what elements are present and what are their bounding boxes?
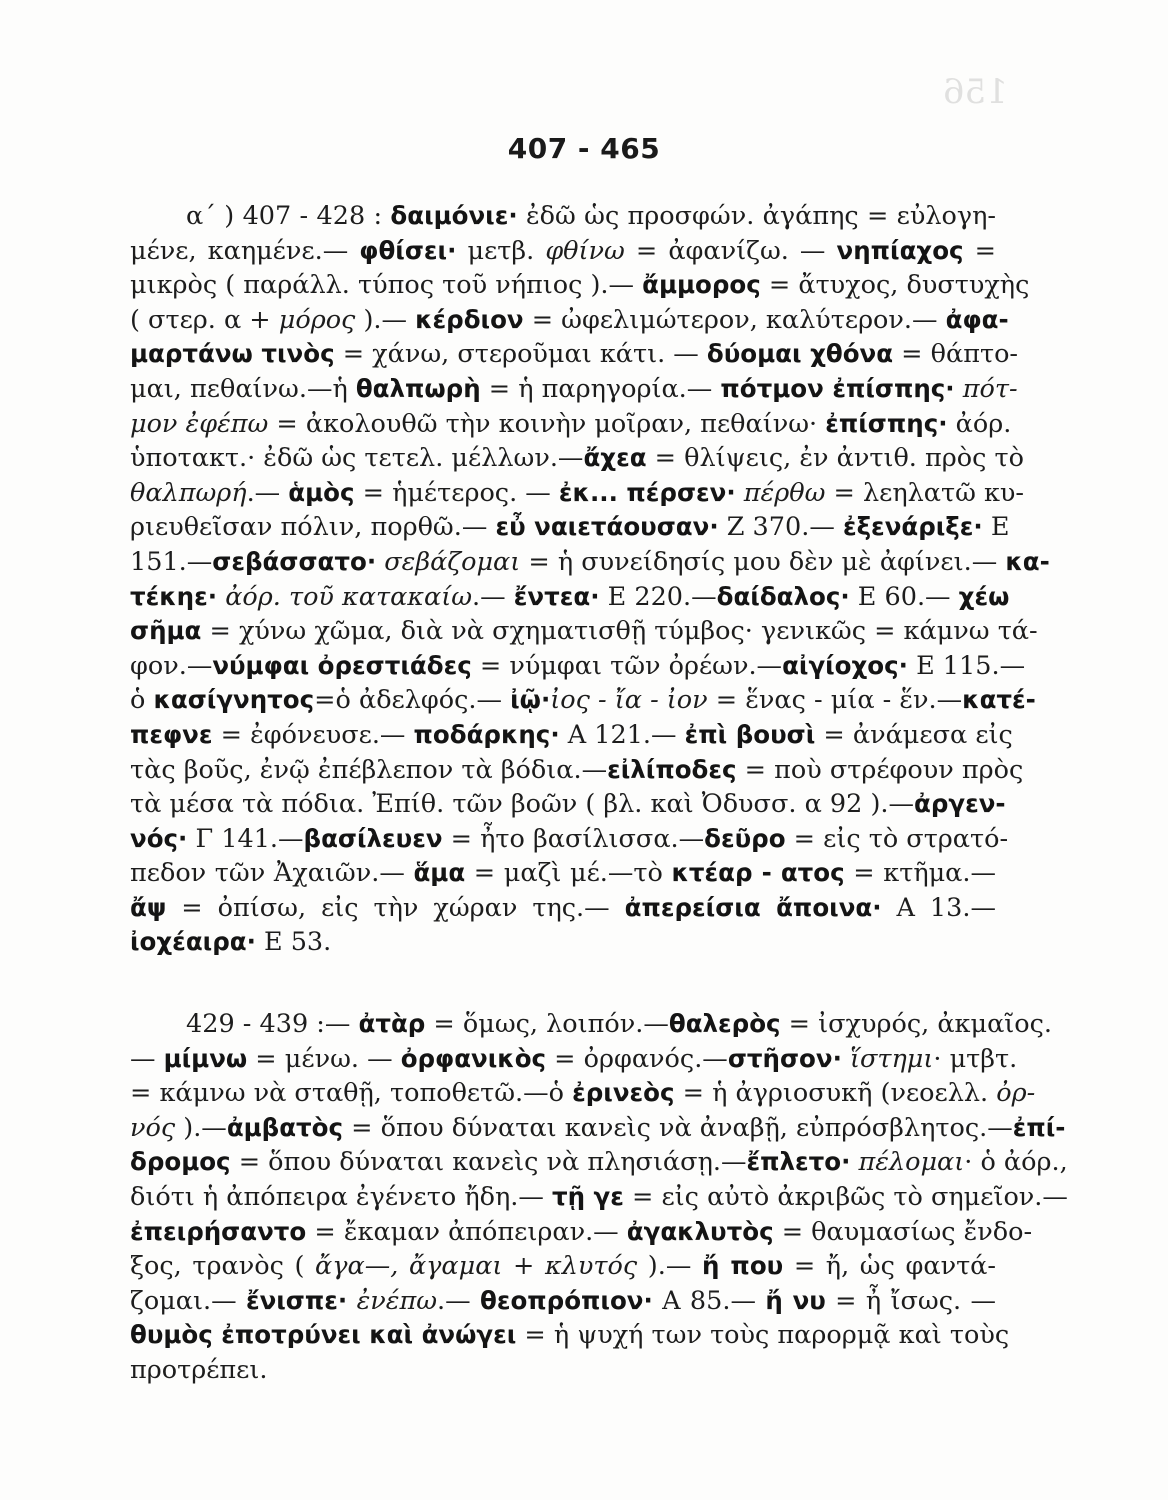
- text-line: [130, 856, 996, 891]
- gloss-text: τὰ μέσα τὰ πόδια. Ἐπίθ. τῶν βοῶν ( βλ. καὶ Ὀδυσσ. α 92 ).—: [130, 789, 915, 820]
- text-line: [130, 1180, 1068, 1215]
- lemma-term: ἀγακλυτὸς: [626, 1216, 774, 1246]
- gloss-text: Α 13.—: [881, 892, 996, 923]
- gloss-text: [842, 1044, 850, 1074]
- text-line: [130, 268, 1030, 303]
- gloss-text: ἀόρ.: [947, 408, 1012, 439]
- gloss-text: ζομαι.—: [130, 1285, 246, 1316]
- italic-form: θαλπωρή: [130, 477, 247, 508]
- gloss-text: μετβ.: [456, 235, 546, 266]
- gloss-text: α΄ ) 407 - 428 :: [186, 201, 391, 231]
- text-line: [130, 337, 1019, 372]
- lemma-term: μαρτάνω τινὸς: [130, 339, 335, 369]
- gloss-text: = ὅπου δύναται κανεὶς νὰ ἀναβῇ, εὐπρόσβλητος.—: [343, 1112, 1013, 1143]
- gloss-text: = ὀρφανός.—: [546, 1043, 728, 1074]
- gloss-text: Ε 115.—: [907, 650, 1026, 681]
- gloss-text: [217, 582, 225, 612]
- lemma-term: ἔνισπε·: [245, 1285, 348, 1315]
- italic-form: νός: [130, 1112, 176, 1143]
- bleed-through-page-number: 156: [943, 72, 1008, 112]
- gloss-text: = ἡ παρηγορία.—: [480, 373, 721, 404]
- gloss-text: = ποὺ στρέφουν πρὸς: [736, 754, 1024, 785]
- gloss-text: ἐδῶ ὡς προσφών. ἀγάπης = εὐλογη-: [517, 201, 997, 231]
- lemma-term: νός·: [130, 823, 188, 853]
- gloss-text: =: [963, 235, 997, 266]
- gloss-text: Ε 53.: [255, 927, 332, 958]
- gloss-text: = ἕνας - μία - ἕν.—: [707, 685, 963, 716]
- italic-form: ὀρ-: [996, 1078, 1036, 1109]
- text-line: [130, 649, 1026, 684]
- lemma-term: αἰγίοχος·: [782, 650, 908, 680]
- gloss-text: μένε, καημένε.—: [130, 235, 360, 266]
- lemma-term: ἐκ... πέρσεν·: [558, 477, 736, 507]
- italic-form: ἵστημι: [850, 1043, 934, 1074]
- lemma-term: δρομος: [130, 1147, 231, 1177]
- lemma-term: κτέαρ - ατος: [671, 858, 845, 888]
- lemma-term: ἰῷ·: [510, 685, 551, 715]
- text-line: [130, 303, 1009, 338]
- text-line: [130, 1076, 1036, 1111]
- gloss-text: = ἡ ἀγριοσυκῆ (νεοελλ.: [674, 1078, 997, 1109]
- lemma-term: τῇ γε: [551, 1181, 624, 1211]
- gloss-text: = ἀφανίζω. —: [624, 235, 837, 266]
- gloss-text: = θαυμασίως ἔνδο-: [773, 1216, 1033, 1247]
- text-line: [130, 925, 996, 960]
- gloss-text: = κάμνω νὰ σταθῇ, τοποθετῶ.—ὁ: [130, 1078, 573, 1109]
- lemma-term: ἔντεα·: [513, 581, 600, 611]
- gloss-text: = ἡ συνείδησίς μου δὲν μὲ ἀφίνει.—: [520, 546, 1006, 577]
- lemma-term: ἀμβατὸς: [226, 1112, 344, 1142]
- paragraph-lines-407-428: [130, 199, 1050, 960]
- gloss-text: = ὠφελιμώτερον, καλύτερον.—: [523, 304, 946, 335]
- lemma-term: εὖ ναιετάουσαν·: [495, 512, 719, 542]
- lemma-term: χέω: [958, 581, 1010, 611]
- lemma-term: ἀτὰρ: [358, 1009, 426, 1038]
- text-line: [130, 718, 1013, 753]
- gloss-text: = ὀπίσω, εἰς τὴν χώραν της.—: [166, 892, 625, 923]
- gloss-text: = μένω. —: [247, 1043, 401, 1074]
- gloss-text: = ἡμέτερος. —: [354, 477, 559, 508]
- lemma-term: ἔπλετο·: [746, 1147, 851, 1177]
- paragraph-lines-429-439: [130, 1007, 1068, 1388]
- gloss-text: μαι, πεθαίνω.—ἡ: [130, 373, 356, 404]
- lemma-term: τέκηε·: [130, 581, 218, 611]
- lemma-term: δύομαι χθόνα: [706, 339, 894, 369]
- lemma-term: ἄψ: [130, 892, 167, 922]
- text-line: [130, 234, 996, 269]
- text-line: [130, 1353, 996, 1388]
- gloss-text: διότι ἡ ἀπόπειρα ἐγένετο ἤδη.—: [130, 1181, 552, 1212]
- lemma-term: ἐξενάριξε·: [842, 512, 983, 542]
- gloss-text: —: [130, 1043, 164, 1074]
- text-line: [130, 753, 1024, 788]
- text-line: [130, 1318, 1010, 1353]
- gloss-text: .—: [246, 477, 289, 508]
- gloss-text: = ἔκαμαν ἀπόπειραν.—: [306, 1216, 627, 1247]
- gloss-text: ὑποτακτ.· ἐδῶ ὡς τετελ. μέλλων.—: [130, 443, 584, 474]
- italic-form: ἀόρ. τοῦ κατακαίω: [225, 581, 473, 612]
- text-line: [130, 1249, 996, 1284]
- text-line: [130, 822, 1009, 857]
- lemma-term: δαιμόνιε·: [390, 201, 518, 230]
- gloss-text: · ὁ ἀόρ.,: [964, 1147, 1068, 1178]
- lemma-term: ὀρφανικὸς: [400, 1043, 547, 1073]
- gloss-text: = εἰς αὐτὸ ἀκριβῶς τὸ σημεῖον.—: [623, 1181, 1068, 1212]
- gloss-text: 429 - 439 :—: [186, 1009, 359, 1039]
- lemma-term: ἀργεν-: [914, 789, 1006, 819]
- gloss-text: = ἤ, ὡς φαντά-: [783, 1251, 997, 1282]
- italic-form: μόρος: [278, 304, 356, 335]
- text-line: [130, 1042, 1018, 1077]
- gloss-text: = ἀνάμεσα εἰς: [815, 719, 1013, 750]
- lemma-term: νηπίαχος: [836, 235, 964, 265]
- gloss-text: = ἄτυχος, δυστυχὴς: [760, 270, 1030, 301]
- lemma-term: κατέ-: [962, 685, 1036, 715]
- text-line: [130, 614, 1038, 649]
- gloss-text: 151.—: [130, 546, 213, 577]
- lemma-term: μίμνω: [163, 1043, 248, 1073]
- gloss-text: = κτῆμα.—: [844, 858, 996, 889]
- lemma-term: ἐρινεὸς: [572, 1078, 675, 1108]
- lemma-term: σεβάσσατο·: [212, 546, 377, 576]
- text-line: [130, 1284, 996, 1319]
- gloss-text: = ἦτο βασίλισσα.—: [442, 823, 705, 854]
- gloss-text: Γ 141.—: [187, 823, 304, 854]
- gloss-text: = θλίψεις, ἐν ἀντιθ. πρὸς τὸ: [646, 443, 1024, 474]
- lemma-term: ἅμα: [413, 858, 466, 888]
- gloss-text: Ε 60.—: [849, 581, 959, 612]
- lemma-term: ἤ νυ: [765, 1285, 826, 1315]
- lemma-term: θαλπωρὴ: [355, 373, 481, 403]
- lemma-term: νύμφαι ὀρεστιάδες: [212, 650, 472, 680]
- gloss-text: = νύμφαι τῶν ὀρέων.—: [471, 650, 783, 681]
- lemma-term: θεοπρόπιον·: [479, 1285, 653, 1315]
- gloss-text: = ἦ ἴσως. —: [825, 1285, 996, 1316]
- gloss-text: = λεηλατῶ κυ-: [825, 477, 1025, 508]
- gloss-text: = ὅπου δύναται κανεὶς νὰ πλησιάσῃ.—: [230, 1147, 747, 1178]
- page-heading: 407 - 465: [507, 132, 661, 165]
- lemma-term: ποδάρκης·: [413, 719, 560, 749]
- text-line: [130, 1145, 1068, 1180]
- lemma-term: ἀπερείσια ἄποινα·: [624, 892, 882, 922]
- gloss-text: φον.—: [130, 650, 213, 681]
- italic-form: πότ-: [962, 373, 1018, 404]
- gloss-text: Ε: [982, 512, 1010, 543]
- lemma-term: θυμὸς ἐποτρύνει καὶ ἀνώγει: [130, 1320, 517, 1350]
- lemma-term: φθίσει·: [359, 235, 457, 265]
- lemma-term: ἐπί-: [1012, 1112, 1066, 1142]
- text-line: [130, 1007, 1053, 1042]
- italic-form: ἰος - ἴα - ἰον: [550, 685, 708, 716]
- text-line: [130, 1215, 1033, 1250]
- lemma-term: ἀφα-: [945, 304, 1009, 334]
- gloss-text: ).—: [175, 1112, 227, 1143]
- gloss-text: πεδον τῶν Ἀχαιῶν.—: [130, 858, 414, 889]
- italic-form: πέλομαι: [858, 1147, 965, 1178]
- lemma-term: ἰοχέαιρα·: [130, 927, 256, 957]
- lemma-term: κα-: [1005, 546, 1050, 576]
- text-line: [130, 787, 1006, 822]
- text-line: [130, 407, 1012, 442]
- gloss-text: ).—: [355, 304, 416, 335]
- lemma-term: σῆμα: [130, 616, 202, 646]
- lemma-term: δαίδαλος·: [716, 581, 850, 611]
- gloss-text: = ἀκολουθῶ τὴν κοινὴν μοῖραν, πεθαίνω·: [268, 408, 826, 439]
- lemma-term: ἤ που: [701, 1251, 784, 1281]
- text-line: [130, 1111, 1066, 1146]
- text-line: [130, 891, 996, 926]
- text-line: [130, 510, 1010, 545]
- lemma-term: κέρδιον: [415, 304, 524, 334]
- gloss-text: [347, 1286, 356, 1316]
- text-line: [130, 580, 1010, 615]
- lemma-term: βασίλευεν: [303, 823, 443, 853]
- lemma-term: κασίγνητος: [153, 685, 315, 715]
- gloss-text: Ε 220.—: [599, 581, 717, 612]
- text-line: [130, 199, 996, 234]
- italic-form: ἄγα—, ἄγαμαι + κλυτός: [315, 1251, 638, 1282]
- gloss-text: = ὅμως, λοιπόν.—: [425, 1009, 669, 1039]
- lemma-term: στῆσον·: [727, 1043, 842, 1073]
- gloss-text: = ἰσχυρός, ἀκμαῖος.: [780, 1009, 1053, 1039]
- lemma-term: πεφνε: [130, 719, 213, 749]
- lemma-term: ἐπειρήσαντο: [130, 1216, 307, 1246]
- gloss-text: ὁ: [130, 685, 154, 716]
- gloss-text: [955, 374, 963, 404]
- lemma-term: ἐπίσπης·: [825, 408, 948, 438]
- italic-form: πέρθω: [743, 477, 826, 508]
- lemma-term: θαλερὸς: [668, 1009, 781, 1038]
- italic-form: μον ἐφέπω: [130, 408, 269, 439]
- lemma-term: ἄμμορος: [642, 270, 761, 300]
- lemma-term: πότμον ἐπίσπης·: [720, 373, 955, 403]
- gloss-text: ( στερ. α +: [130, 304, 279, 335]
- gloss-text: = εἰς τὸ στρατό-: [785, 823, 1009, 854]
- gloss-text: ριευθεῖσαν πόλιν, πορθῶ.—: [130, 512, 496, 543]
- text-line: [130, 372, 1018, 407]
- gloss-text: = θάπτο-: [893, 339, 1019, 370]
- gloss-text: μικρὸς ( παράλλ. τύπος τοῦ νήπιος ).—: [130, 270, 643, 301]
- gloss-text: = μαζὶ μέ.—τὸ: [465, 858, 672, 889]
- text-line: [130, 441, 1024, 476]
- text-line: [130, 545, 1050, 580]
- gloss-text: =ὁ ἀδελφός.—: [314, 685, 511, 716]
- gloss-text: ξος, τρανὸς (: [130, 1251, 316, 1282]
- gloss-text: ).—: [637, 1251, 702, 1282]
- gloss-text: [736, 478, 744, 508]
- lemma-term: εἰλίποδες: [607, 754, 737, 784]
- text-line: [130, 476, 1025, 511]
- italic-form: σεβάζομαι: [384, 546, 521, 577]
- gloss-text: .—: [472, 581, 514, 612]
- gloss-text: Α 121.—: [559, 719, 685, 750]
- gloss-text: Ζ 370.—: [718, 512, 843, 543]
- gloss-text: = ἡ ψυχή των τοὺς παρορμᾷ καὶ τοὺς: [516, 1320, 1010, 1351]
- lemma-term: δεῦρο: [704, 823, 786, 853]
- text-line: [130, 683, 1036, 718]
- gloss-text: = ἐφόνευσε.—: [212, 719, 414, 750]
- lemma-term: ἁμὸς: [288, 477, 355, 507]
- gloss-text: προτρέπει.: [130, 1354, 268, 1385]
- gloss-text: .—: [437, 1285, 480, 1316]
- lemma-term: ἄχεα: [583, 443, 647, 473]
- italic-form: ἐνέπω: [356, 1285, 438, 1316]
- gloss-text: τὰς βοῦς, ἐνῷ ἐπέβλεπον τὰ βόδια.—: [130, 754, 608, 785]
- gloss-text: [850, 1147, 858, 1177]
- gloss-text: = χάνω, στεροῦμαι κάτι. —: [334, 339, 707, 370]
- lemma-term: ἐπὶ βουσὶ: [684, 719, 816, 749]
- gloss-text: = χύνω χῶμα, διὰ νὰ σχηματισθῇ τύμβος· γενικῶς = κάμνω τά-: [201, 616, 1038, 647]
- gloss-text: Α 85.—: [652, 1285, 766, 1316]
- italic-form: φθίνω: [545, 235, 625, 266]
- gloss-text: · μτβτ.: [933, 1043, 1018, 1074]
